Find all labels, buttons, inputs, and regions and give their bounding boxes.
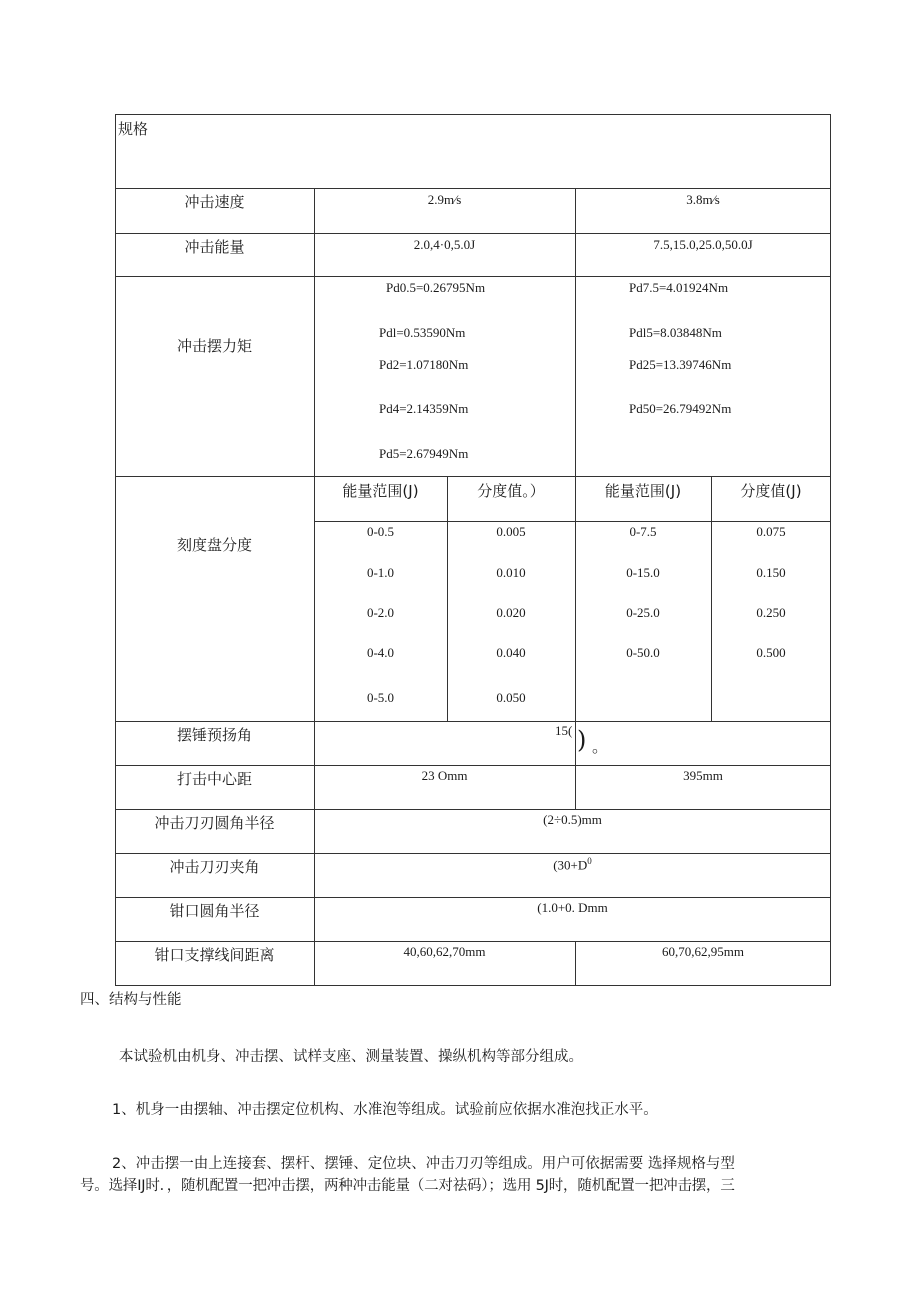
edge-angle-sup: 0 (587, 856, 592, 866)
section-heading: 四、结构与性能 (80, 992, 182, 1008)
paragraph: 1、机身一由摆轴、冲击摆定位机构、水准泡等组成。试验前应依据水准泡找正水平。 (112, 1102, 658, 1118)
table-rule (115, 809, 831, 810)
paragraph: 本试验机由机身、冲击摆、试样支座、测量装置、操纵机构等部分组成。 (119, 1049, 583, 1065)
edge-angle-value-wrap (314, 856, 831, 873)
edge-radius-value: (2÷0.5)mm (543, 812, 602, 827)
jaw-radius-value: (1.0+0. Dmm (537, 900, 608, 915)
paragraph: 2、冲击摆一由上连接套、摆杆、摆锤、定位块、冲击刀刃等组成。用户可依据需要 选择规格与型 (112, 1156, 735, 1172)
dial-value: 0.005 (496, 524, 526, 539)
table-rule (115, 853, 831, 854)
moment-value: Pd7.5=4.01924Nm (629, 280, 729, 295)
moment-value: Pd2=1.07180Nm (379, 357, 469, 372)
moment-label: 冲击摆力矩 (176, 337, 252, 355)
preangle-label: 摆锤预扬角 (176, 726, 252, 744)
table-rule (575, 721, 576, 765)
energy-value-1: 2.0,4·0,5.0J (413, 237, 476, 252)
dial-value: 0.040 (496, 645, 526, 660)
strike-value-1: 23 Omm (421, 768, 468, 783)
spec-table (115, 114, 831, 986)
dial-value: 0.010 (496, 565, 526, 580)
table-rule (575, 476, 576, 721)
dial-range: 0-1.0 (366, 565, 395, 580)
table-rule (115, 941, 831, 942)
table-rule (115, 233, 831, 234)
dial-header: 能量范围(J) (604, 482, 682, 500)
strike-value-2: 395mm (683, 768, 723, 783)
moment-value: Pd0.5=0.26795Nm (386, 280, 486, 295)
spec-header-label: 规格 (118, 120, 149, 138)
edge-radius-label: 冲击刀刃圆角半径 (154, 814, 275, 832)
table-rule (115, 276, 831, 277)
dial-value: 0.250 (756, 605, 786, 620)
table-rule (314, 521, 831, 522)
moment-value: Pd5=2.67949Nm (379, 446, 469, 461)
table-rule (575, 188, 576, 476)
table-rule (115, 476, 831, 477)
table-rule (115, 721, 831, 722)
dial-range: 0-7.5 (629, 524, 657, 539)
paragraph: 号。选择IJ时．，随机配置一把冲击摆，两种冲击能量（二对祛码）；选用 5J时，随机配置一把冲击摆，三 (80, 1178, 735, 1194)
preangle-suffix: 。 (592, 737, 609, 756)
dial-value: 0.500 (756, 645, 786, 660)
speed-value-2: 3.8m∕s (686, 192, 720, 207)
dial-header: 分度值。） (477, 482, 545, 500)
preangle-value: 15( (555, 723, 573, 738)
dial-range: 0-2.0 (366, 605, 395, 620)
dial-value: 0.050 (496, 690, 526, 705)
dial-range: 0-4.0 (366, 645, 395, 660)
dial-range: 0-50.0 (626, 645, 660, 660)
energy-label: 冲击能量 (184, 238, 245, 256)
dial-range: 0-15.0 (626, 565, 660, 580)
jaw-span-value-2: 60,70,62,95mm (662, 944, 744, 959)
table-rule (447, 476, 448, 721)
table-rule (115, 765, 831, 766)
moment-value: Pd25=13.39746Nm (629, 357, 732, 372)
dial-range: 0-5.0 (366, 690, 395, 705)
moment-value: Pd50=26.79492Nm (629, 401, 732, 416)
dial-range: 0-0.5 (366, 524, 395, 539)
table-rule (115, 897, 831, 898)
dial-value: 0.020 (496, 605, 526, 620)
jaw-span-value-1: 40,60,62,70mm (403, 944, 486, 959)
dial-value: 0.150 (756, 565, 786, 580)
dial-label: 刻度盘分度 (176, 536, 252, 554)
strike-label: 打击中心距 (176, 770, 252, 788)
edge-angle-label: 冲击刀刃夹角 (169, 858, 260, 876)
moment-value: Pdl=0.53590Nm (379, 325, 466, 340)
table-rule (711, 476, 712, 721)
jaw-radius-label: 钳口圆角半径 (169, 902, 260, 920)
edge-angle-value: (30+D (553, 857, 588, 873)
jaw-span-label: 钳口支撑线间距离 (154, 946, 275, 964)
energy-value-2: 7.5,15.0,25.0,50.0J (653, 237, 753, 252)
moment-value: Pd4=2.14359Nm (379, 401, 469, 416)
speed-label: 冲击速度 (184, 193, 245, 211)
table-rule (115, 188, 831, 189)
speed-value-1: 2.9m∕s (427, 192, 462, 207)
dial-range: 0-25.0 (626, 605, 660, 620)
dial-header: 能量范围(J) (342, 482, 419, 500)
table-rule (115, 985, 831, 986)
moment-value: Pdl5=8.03848Nm (629, 325, 722, 340)
dial-header: 分度值(J) (740, 482, 802, 500)
preangle-bracket: ) (577, 726, 587, 754)
table-rule (115, 114, 831, 115)
dial-value: 0.075 (756, 524, 786, 539)
